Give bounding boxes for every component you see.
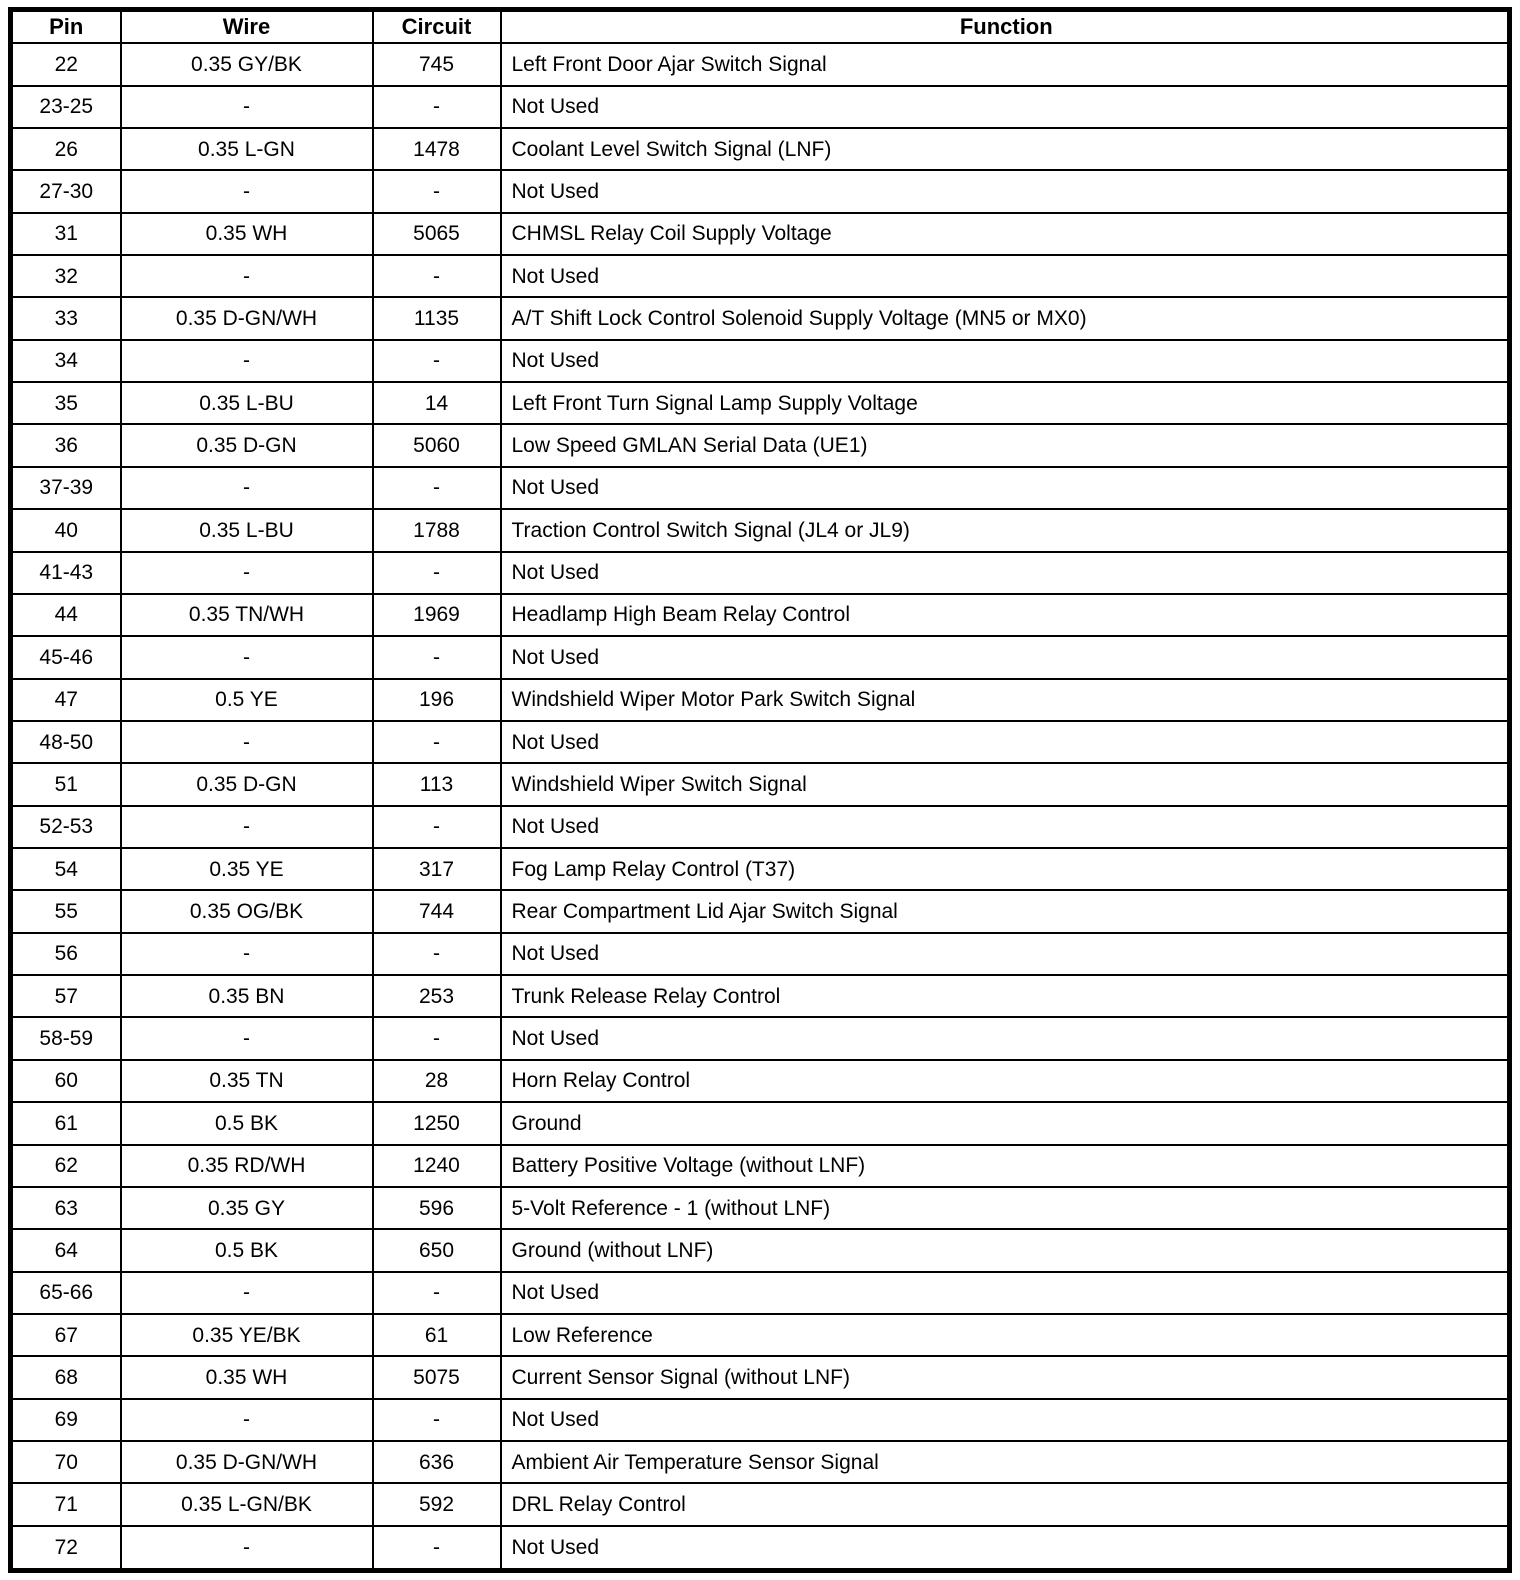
wire-cell: - xyxy=(121,340,373,382)
circuit-cell: - xyxy=(373,467,501,509)
pin-cell: 70 xyxy=(11,1441,121,1483)
pin-cell: 44 xyxy=(11,594,121,636)
wire-cell: 0.5 BK xyxy=(121,1102,373,1144)
pin-cell: 52-53 xyxy=(11,806,121,848)
circuit-cell: - xyxy=(373,86,501,128)
function-cell: Left Front Turn Signal Lamp Supply Voltage xyxy=(501,382,1510,424)
table-row xyxy=(11,1483,1510,1525)
table-row xyxy=(11,43,1510,85)
table-row xyxy=(11,1526,1510,1571)
circuit-cell: 253 xyxy=(373,975,501,1017)
pin-cell: 68 xyxy=(11,1356,121,1398)
function-cell: Battery Positive Voltage (without LNF) xyxy=(501,1145,1510,1187)
function-cell: Not Used xyxy=(501,467,1510,509)
wire-cell: 0.35 YE/BK xyxy=(121,1314,373,1356)
pin-cell: 60 xyxy=(11,1060,121,1102)
pin-cell: 48-50 xyxy=(11,721,121,763)
table-row xyxy=(11,848,1510,890)
wire-cell: - xyxy=(121,636,373,678)
pin-cell: 40 xyxy=(11,509,121,551)
wire-cell: - xyxy=(121,721,373,763)
wire-cell: 0.35 L-GN xyxy=(121,128,373,170)
circuit-cell: 5060 xyxy=(373,424,501,466)
table-row xyxy=(11,636,1510,678)
circuit-cell: 196 xyxy=(373,679,501,721)
wire-cell: 0.35 WH xyxy=(121,1356,373,1398)
function-cell: 5-Volt Reference - 1 (without LNF) xyxy=(501,1187,1510,1229)
wire-cell: 0.35 GY/BK xyxy=(121,43,373,85)
table-row xyxy=(11,1314,1510,1356)
function-cell: A/T Shift Lock Control Solenoid Supply Voltage (MN5 or MX0) xyxy=(501,297,1510,339)
circuit-cell: - xyxy=(373,1017,501,1059)
function-cell: Trunk Release Relay Control xyxy=(501,975,1510,1017)
table-row xyxy=(11,552,1510,594)
pin-cell: 36 xyxy=(11,424,121,466)
function-cell: Low Speed GMLAN Serial Data (UE1) xyxy=(501,424,1510,466)
function-cell: Coolant Level Switch Signal (LNF) xyxy=(501,128,1510,170)
wire-cell: 0.35 WH xyxy=(121,213,373,255)
wire-cell: 0.35 D-GN/WH xyxy=(121,1441,373,1483)
pin-cell: 51 xyxy=(11,763,121,805)
circuit-cell: - xyxy=(373,1526,501,1571)
function-cell: Not Used xyxy=(501,170,1510,212)
pin-cell: 27-30 xyxy=(11,170,121,212)
wire-cell: - xyxy=(121,806,373,848)
circuit-cell: 636 xyxy=(373,1441,501,1483)
table-row xyxy=(11,382,1510,424)
circuit-cell: - xyxy=(373,1272,501,1314)
pin-cell: 45-46 xyxy=(11,636,121,678)
circuit-cell: - xyxy=(373,721,501,763)
pin-cell: 58-59 xyxy=(11,1017,121,1059)
circuit-cell: 744 xyxy=(373,890,501,932)
table-row xyxy=(11,890,1510,932)
circuit-cell: - xyxy=(373,636,501,678)
function-cell: Headlamp High Beam Relay Control xyxy=(501,594,1510,636)
table-row xyxy=(11,170,1510,212)
function-cell: Not Used xyxy=(501,721,1510,763)
function-cell: Not Used xyxy=(501,340,1510,382)
circuit-cell: 61 xyxy=(373,1314,501,1356)
wire-cell: - xyxy=(121,1017,373,1059)
column-header-function: Function xyxy=(501,10,1510,44)
circuit-cell: 5075 xyxy=(373,1356,501,1398)
function-cell: Not Used xyxy=(501,1272,1510,1314)
wire-cell: 0.5 YE xyxy=(121,679,373,721)
header-row xyxy=(11,10,1510,44)
circuit-cell: 650 xyxy=(373,1229,501,1271)
function-cell: Low Reference xyxy=(501,1314,1510,1356)
circuit-cell: 1250 xyxy=(373,1102,501,1144)
wire-cell: 0.35 TN/WH xyxy=(121,594,373,636)
circuit-cell: - xyxy=(373,552,501,594)
wire-cell: - xyxy=(121,933,373,975)
pin-cell: 67 xyxy=(11,1314,121,1356)
function-cell: Fog Lamp Relay Control (T37) xyxy=(501,848,1510,890)
table-row xyxy=(11,806,1510,848)
column-header-circuit: Circuit xyxy=(373,10,501,44)
table-row xyxy=(11,1399,1510,1441)
wire-cell: 0.35 BN xyxy=(121,975,373,1017)
table-row xyxy=(11,679,1510,721)
table-row xyxy=(11,721,1510,763)
circuit-cell: 113 xyxy=(373,763,501,805)
circuit-cell: 14 xyxy=(373,382,501,424)
function-cell: Not Used xyxy=(501,1526,1510,1571)
wire-cell: - xyxy=(121,1526,373,1571)
wire-cell: - xyxy=(121,86,373,128)
pin-cell: 23-25 xyxy=(11,86,121,128)
function-cell: Not Used xyxy=(501,552,1510,594)
function-cell: Not Used xyxy=(501,255,1510,297)
function-cell: Not Used xyxy=(501,933,1510,975)
table-row xyxy=(11,1060,1510,1102)
pinout-table xyxy=(8,7,1512,1573)
function-cell: Not Used xyxy=(501,1017,1510,1059)
pin-cell: 55 xyxy=(11,890,121,932)
function-cell: Not Used xyxy=(501,1399,1510,1441)
function-cell: Not Used xyxy=(501,86,1510,128)
wire-cell: 0.35 RD/WH xyxy=(121,1145,373,1187)
wire-cell: - xyxy=(121,552,373,594)
pin-cell: 37-39 xyxy=(11,467,121,509)
wire-cell: - xyxy=(121,467,373,509)
wire-cell: 0.35 L-BU xyxy=(121,382,373,424)
function-cell: Ground xyxy=(501,1102,1510,1144)
table-body xyxy=(11,43,1510,1570)
wire-cell: 0.35 D-GN/WH xyxy=(121,297,373,339)
table-row xyxy=(11,975,1510,1017)
table-row xyxy=(11,1441,1510,1483)
wire-cell: 0.35 L-BU xyxy=(121,509,373,551)
function-cell: CHMSL Relay Coil Supply Voltage xyxy=(501,213,1510,255)
table-row xyxy=(11,1187,1510,1229)
pin-cell: 65-66 xyxy=(11,1272,121,1314)
wire-cell: - xyxy=(121,1399,373,1441)
table-row xyxy=(11,255,1510,297)
pin-cell: 41-43 xyxy=(11,552,121,594)
table-row xyxy=(11,340,1510,382)
pin-cell: 26 xyxy=(11,128,121,170)
circuit-cell: 1788 xyxy=(373,509,501,551)
circuit-cell: 1969 xyxy=(373,594,501,636)
table-row xyxy=(11,86,1510,128)
wire-cell: 0.5 BK xyxy=(121,1229,373,1271)
table-row xyxy=(11,1356,1510,1398)
wire-cell: 0.35 GY xyxy=(121,1187,373,1229)
wire-cell: 0.35 YE xyxy=(121,848,373,890)
circuit-cell: - xyxy=(373,340,501,382)
function-cell: Rear Compartment Lid Ajar Switch Signal xyxy=(501,890,1510,932)
function-cell: Left Front Door Ajar Switch Signal xyxy=(501,43,1510,85)
circuit-cell: - xyxy=(373,255,501,297)
table-row xyxy=(11,1145,1510,1187)
wire-cell: 0.35 OG/BK xyxy=(121,890,373,932)
pin-cell: 63 xyxy=(11,1187,121,1229)
table-row xyxy=(11,297,1510,339)
circuit-cell: 592 xyxy=(373,1483,501,1525)
table-row xyxy=(11,424,1510,466)
function-cell: DRL Relay Control xyxy=(501,1483,1510,1525)
table-row xyxy=(11,763,1510,805)
wire-cell: 0.35 L-GN/BK xyxy=(121,1483,373,1525)
column-header-pin: Pin xyxy=(11,10,121,44)
function-cell: Ambient Air Temperature Sensor Signal xyxy=(501,1441,1510,1483)
circuit-cell: 1135 xyxy=(373,297,501,339)
function-cell: Ground (without LNF) xyxy=(501,1229,1510,1271)
pin-cell: 33 xyxy=(11,297,121,339)
circuit-cell: 28 xyxy=(373,1060,501,1102)
wire-cell: 0.35 D-GN xyxy=(121,763,373,805)
circuit-cell: 596 xyxy=(373,1187,501,1229)
circuit-cell: 1478 xyxy=(373,128,501,170)
circuit-cell: - xyxy=(373,170,501,212)
wire-cell: 0.35 D-GN xyxy=(121,424,373,466)
table-row xyxy=(11,467,1510,509)
pin-cell: 22 xyxy=(11,43,121,85)
table-header xyxy=(11,10,1510,44)
wire-cell: 0.35 TN xyxy=(121,1060,373,1102)
table-row xyxy=(11,1272,1510,1314)
circuit-cell: 5065 xyxy=(373,213,501,255)
table-row xyxy=(11,128,1510,170)
pin-cell: 32 xyxy=(11,255,121,297)
function-cell: Current Sensor Signal (without LNF) xyxy=(501,1356,1510,1398)
wire-cell: - xyxy=(121,170,373,212)
pin-cell: 57 xyxy=(11,975,121,1017)
function-cell: Not Used xyxy=(501,806,1510,848)
function-cell: Traction Control Switch Signal (JL4 or JL9) xyxy=(501,509,1510,551)
circuit-cell: - xyxy=(373,933,501,975)
pin-cell: 35 xyxy=(11,382,121,424)
circuit-cell: - xyxy=(373,1399,501,1441)
function-cell: Horn Relay Control xyxy=(501,1060,1510,1102)
pin-cell: 69 xyxy=(11,1399,121,1441)
table-row xyxy=(11,509,1510,551)
table-row xyxy=(11,213,1510,255)
pin-cell: 72 xyxy=(11,1526,121,1571)
table-row xyxy=(11,1229,1510,1271)
wire-cell: - xyxy=(121,255,373,297)
function-cell: Not Used xyxy=(501,636,1510,678)
function-cell: Windshield Wiper Motor Park Switch Signal xyxy=(501,679,1510,721)
table-row xyxy=(11,933,1510,975)
circuit-cell: - xyxy=(373,806,501,848)
table-row xyxy=(11,1102,1510,1144)
pin-cell: 61 xyxy=(11,1102,121,1144)
pin-cell: 62 xyxy=(11,1145,121,1187)
circuit-cell: 1240 xyxy=(373,1145,501,1187)
circuit-cell: 745 xyxy=(373,43,501,85)
pin-cell: 71 xyxy=(11,1483,121,1525)
pin-cell: 34 xyxy=(11,340,121,382)
pin-cell: 64 xyxy=(11,1229,121,1271)
table-row xyxy=(11,1017,1510,1059)
circuit-cell: 317 xyxy=(373,848,501,890)
table-row xyxy=(11,594,1510,636)
function-cell: Windshield Wiper Switch Signal xyxy=(501,763,1510,805)
pin-cell: 47 xyxy=(11,679,121,721)
column-header-wire: Wire xyxy=(121,10,373,44)
pin-cell: 54 xyxy=(11,848,121,890)
pin-cell: 56 xyxy=(11,933,121,975)
wire-cell: - xyxy=(121,1272,373,1314)
pin-cell: 31 xyxy=(11,213,121,255)
